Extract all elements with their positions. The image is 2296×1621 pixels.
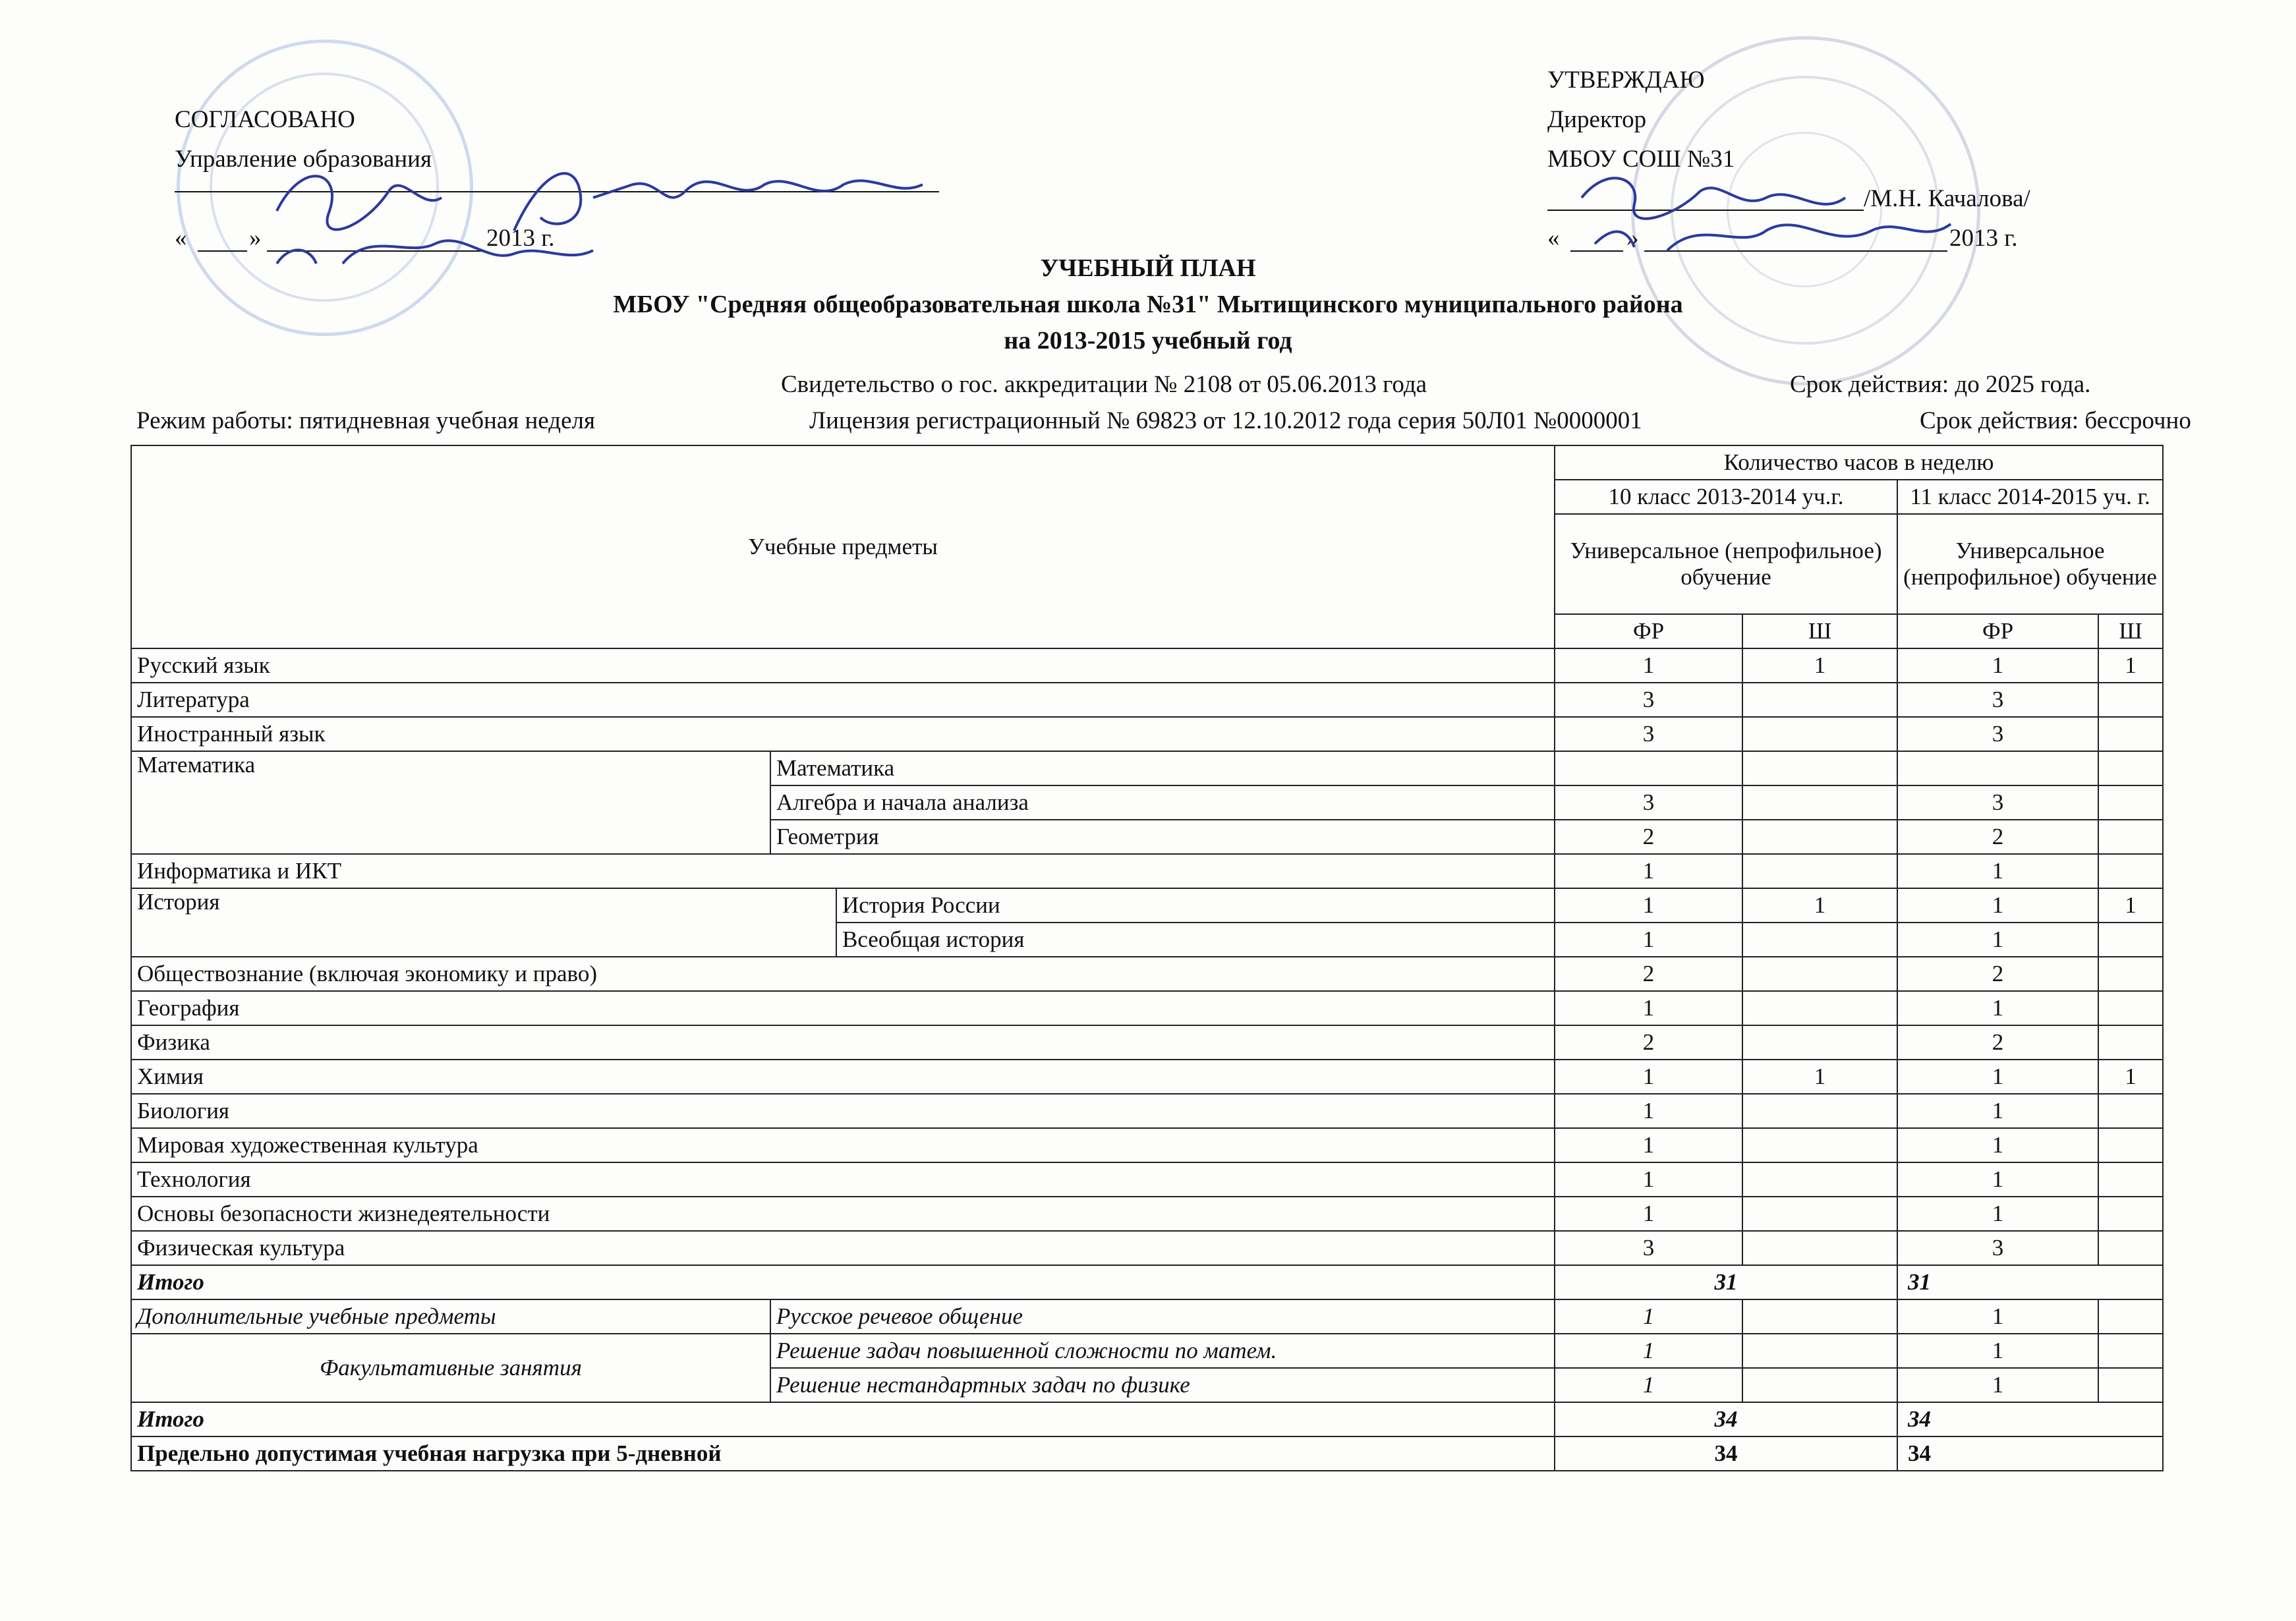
table-row (131, 1231, 2163, 1265)
subject-name: Иностранный язык (131, 717, 1555, 751)
table-row (131, 957, 2163, 991)
total-row (131, 1265, 2163, 1299)
value-cell: 1 (1555, 1094, 1742, 1128)
subject-group-name: Факультативные занятия (131, 1334, 770, 1402)
value-cell (1742, 1128, 1897, 1162)
approval-left-year: 2013 г. (486, 225, 555, 252)
value-cell: 1 (1897, 1368, 2098, 1402)
value-cell: 1 (1555, 1060, 1742, 1094)
total-10: 31 (1555, 1265, 1897, 1299)
value-cell: 1 (1555, 648, 1742, 683)
header-row-1 (131, 445, 2163, 480)
value-cell: 1 (1555, 854, 1742, 888)
value-cell (1742, 683, 1897, 717)
value-cell (1742, 1299, 1897, 1334)
value-cell (1742, 820, 1897, 854)
value-cell: 2 (1897, 820, 2098, 854)
value-cell (1742, 1368, 1897, 1402)
value-cell: 3 (1555, 717, 1742, 751)
table-row (131, 991, 2163, 1025)
max-load-label: Предельно допустимая учебная нагрузка при 5-дневной (131, 1436, 1555, 1471)
value-cell: 1 (1897, 648, 2098, 683)
table-row (131, 854, 2163, 888)
value-cell: 1 (1897, 854, 2098, 888)
subjects-header: Учебные предметы (131, 445, 1555, 648)
value-cell (2098, 1231, 2163, 1265)
value-cell (2098, 923, 2163, 957)
value-cell (1742, 1025, 1897, 1060)
value-cell: 1 (1897, 991, 2098, 1025)
value-cell (2098, 1334, 2163, 1368)
academic-year: на 2013-2015 учебный год (1004, 327, 1292, 355)
value-cell: 1 (1897, 923, 2098, 957)
value-cell (1555, 751, 1742, 785)
approval-right-org: МБОУ СОШ №31 (1547, 146, 1735, 173)
value-cell: 1 (1555, 1368, 1742, 1402)
subject-name: Геометрия (770, 820, 1555, 854)
value-cell (2098, 1094, 2163, 1128)
value-cell (2098, 1299, 2163, 1334)
approval-right-quote-open: « (1547, 225, 1560, 252)
value-cell: 3 (1897, 1231, 2098, 1265)
value-cell: 1 (1555, 1162, 1742, 1197)
grade10-header: 10 класс 2013-2014 уч.г. (1555, 480, 1897, 514)
subject-name: Биология (131, 1094, 1555, 1128)
value-cell: 1 (1897, 1197, 2098, 1231)
table-row (131, 1094, 2163, 1128)
value-cell: 1 (1897, 1060, 2098, 1094)
fr-header-11: ФР (1897, 614, 2098, 648)
value-cell (1897, 751, 2098, 785)
value-cell (1742, 854, 1897, 888)
table-row (131, 1334, 2163, 1368)
value-cell (1742, 1162, 1897, 1197)
value-cell: 1 (1897, 1334, 2098, 1368)
table-row (131, 648, 2163, 683)
value-cell (2098, 751, 2163, 785)
curriculum-table (130, 445, 2164, 1471)
subject-name: География (131, 991, 1555, 1025)
total-label: Итого (131, 1402, 1555, 1436)
value-cell (2098, 820, 2163, 854)
approval-left-day-line (198, 250, 247, 252)
value-cell (2098, 683, 2163, 717)
value-cell (2098, 717, 2163, 751)
value-cell (1742, 1231, 1897, 1265)
table-row (131, 1197, 2163, 1231)
approval-left-quote-open: « (175, 225, 187, 252)
value-cell: 1 (1555, 888, 1742, 923)
subject-name: Информатика и ИКТ (131, 854, 1555, 888)
subject-name: Алгебра и начала анализа (770, 785, 1555, 820)
value-cell (1742, 717, 1897, 751)
table-row (131, 1162, 2163, 1197)
subject-name: Всеобщая история (836, 923, 1555, 957)
value-cell: 3 (1897, 717, 2098, 751)
sh-header-10: Ш (1742, 614, 1897, 648)
table-row (131, 1128, 2163, 1162)
table-row (131, 683, 2163, 717)
value-cell: 1 (1555, 1299, 1742, 1334)
max-load-11: 34 (1897, 1436, 2163, 1471)
approval-left-title: СОГЛАСОВАНО (175, 106, 355, 133)
value-cell (1742, 957, 1897, 991)
hours-header: Количество часов в неделю (1555, 445, 2163, 480)
total-10: 34 (1555, 1402, 1897, 1436)
fr-header-10: ФР (1555, 614, 1742, 648)
value-cell (1742, 991, 1897, 1025)
sh-header-11: Ш (2098, 614, 2163, 648)
value-cell: 2 (1897, 1025, 2098, 1060)
value-cell: 1 (1555, 991, 1742, 1025)
value-cell (2098, 785, 2163, 820)
subject-name: Решение задач повышенной сложности по матем. (770, 1334, 1555, 1368)
value-cell (1742, 923, 1897, 957)
value-cell: 3 (1897, 785, 2098, 820)
value-cell: 1 (1555, 923, 1742, 957)
subject-group-name: Дополнительные учебные предметы (131, 1299, 770, 1334)
value-cell (2098, 957, 2163, 991)
value-cell (2098, 991, 2163, 1025)
value-cell (1742, 751, 1897, 785)
value-cell: 1 (1897, 1299, 2098, 1334)
value-cell: 1 (1555, 1197, 1742, 1231)
value-cell: 1 (2098, 648, 2163, 683)
profile10-header: Универсальное (непрофильное) обучение (1555, 514, 1897, 614)
table-row (131, 888, 2163, 923)
approval-right-position: Директор (1547, 106, 1647, 133)
value-cell: 1 (2098, 1060, 2163, 1094)
subject-name: Литература (131, 683, 1555, 717)
value-cell (2098, 1025, 2163, 1060)
value-cell (1742, 785, 1897, 820)
subject-name: Русское речевое общение (770, 1299, 1555, 1334)
value-cell: 1 (1742, 1060, 1897, 1094)
max-load-row (131, 1436, 2163, 1471)
value-cell: 1 (1897, 1128, 2098, 1162)
value-cell: 1 (1555, 1334, 1742, 1368)
license-text: Лицензия регистрационный № 69823 от 12.10.2012 года серия 50Л01 №0000001 (809, 407, 1642, 434)
subject-name: Физика (131, 1025, 1555, 1060)
approval-left-quote-close: » (249, 225, 262, 252)
total-11: 34 (1897, 1402, 2163, 1436)
value-cell: 3 (1555, 1231, 1742, 1265)
subject-name: Русский язык (131, 648, 1555, 683)
value-cell (2098, 854, 2163, 888)
value-cell: 1 (1742, 888, 1897, 923)
value-cell: 2 (1555, 820, 1742, 854)
table-row (131, 751, 2163, 785)
subject-name: Обществознание (включая экономику и право) (131, 957, 1555, 991)
value-cell (2098, 1162, 2163, 1197)
school-name: МБОУ "Средняя общеобразовательная школа №31" Мытищинского муниципального района (613, 291, 1683, 318)
license-term: Срок действия: бессрочно (1920, 407, 2191, 434)
table-row (131, 1060, 2163, 1094)
value-cell: 1 (1897, 888, 2098, 923)
max-load-10: 34 (1555, 1436, 1897, 1471)
table-row (131, 717, 2163, 751)
subject-name: Химия (131, 1060, 1555, 1094)
grade11-header: 11 класс 2014-2015 уч. г. (1897, 480, 2163, 514)
value-cell: 3 (1897, 683, 2098, 717)
work-mode: Режим работы: пятидневная учебная неделя (136, 407, 595, 434)
table-row (131, 1299, 2163, 1334)
value-cell: 2 (1897, 957, 2098, 991)
value-cell: 2 (1555, 957, 1742, 991)
value-cell (2098, 1197, 2163, 1231)
accreditation-text: Свидетельство о гос. аккредитации № 2108 от 05.06.2013 года (781, 371, 1427, 398)
subject-name: Основы безопасности жизнедеятельности (131, 1197, 1555, 1231)
handwritten-signature-right (1568, 158, 1977, 264)
accreditation-term: Срок действия: до 2025 года. (1790, 371, 2091, 398)
total-11: 31 (1897, 1265, 2163, 1299)
value-cell (1742, 1334, 1897, 1368)
value-cell (2098, 1368, 2163, 1402)
subject-name: История России (836, 888, 1555, 923)
document-title: УЧЕБНЫЙ ПЛАН (1040, 254, 1256, 282)
value-cell: 1 (1897, 1094, 2098, 1128)
subject-name: Мировая художественная культура (131, 1128, 1555, 1162)
value-cell: 1 (1897, 1162, 2098, 1197)
subject-name: Технология (131, 1162, 1555, 1197)
table-row (131, 1025, 2163, 1060)
total-label: Итого (131, 1265, 1555, 1299)
approval-right-year: 2013 г. (1949, 225, 2018, 252)
subject-name: Физическая культура (131, 1231, 1555, 1265)
value-cell: 1 (1742, 648, 1897, 683)
subject-group-name: Математика (131, 751, 770, 854)
approval-right-quote-close: » (1626, 225, 1639, 252)
value-cell: 1 (2098, 888, 2163, 923)
value-cell: 3 (1555, 785, 1742, 820)
value-cell: 1 (1555, 1128, 1742, 1162)
subject-name: Математика (770, 751, 1555, 785)
approval-right-title: УТВЕРЖДАЮ (1547, 67, 1705, 94)
value-cell: 3 (1555, 683, 1742, 717)
subject-name: Решение нестандартных задач по физике (770, 1368, 1555, 1402)
total-row (131, 1402, 2163, 1436)
approval-right-name: /М.Н. Качалова/ (1864, 185, 2030, 212)
profile11-header: Универсальное (непрофильное) обучение (1897, 514, 2163, 614)
value-cell (1742, 1197, 1897, 1231)
subject-group-name: История (131, 888, 836, 957)
value-cell (2098, 1128, 2163, 1162)
value-cell (1742, 1094, 1897, 1128)
value-cell: 2 (1555, 1025, 1742, 1060)
approval-left-org: Управление образования (175, 146, 432, 173)
